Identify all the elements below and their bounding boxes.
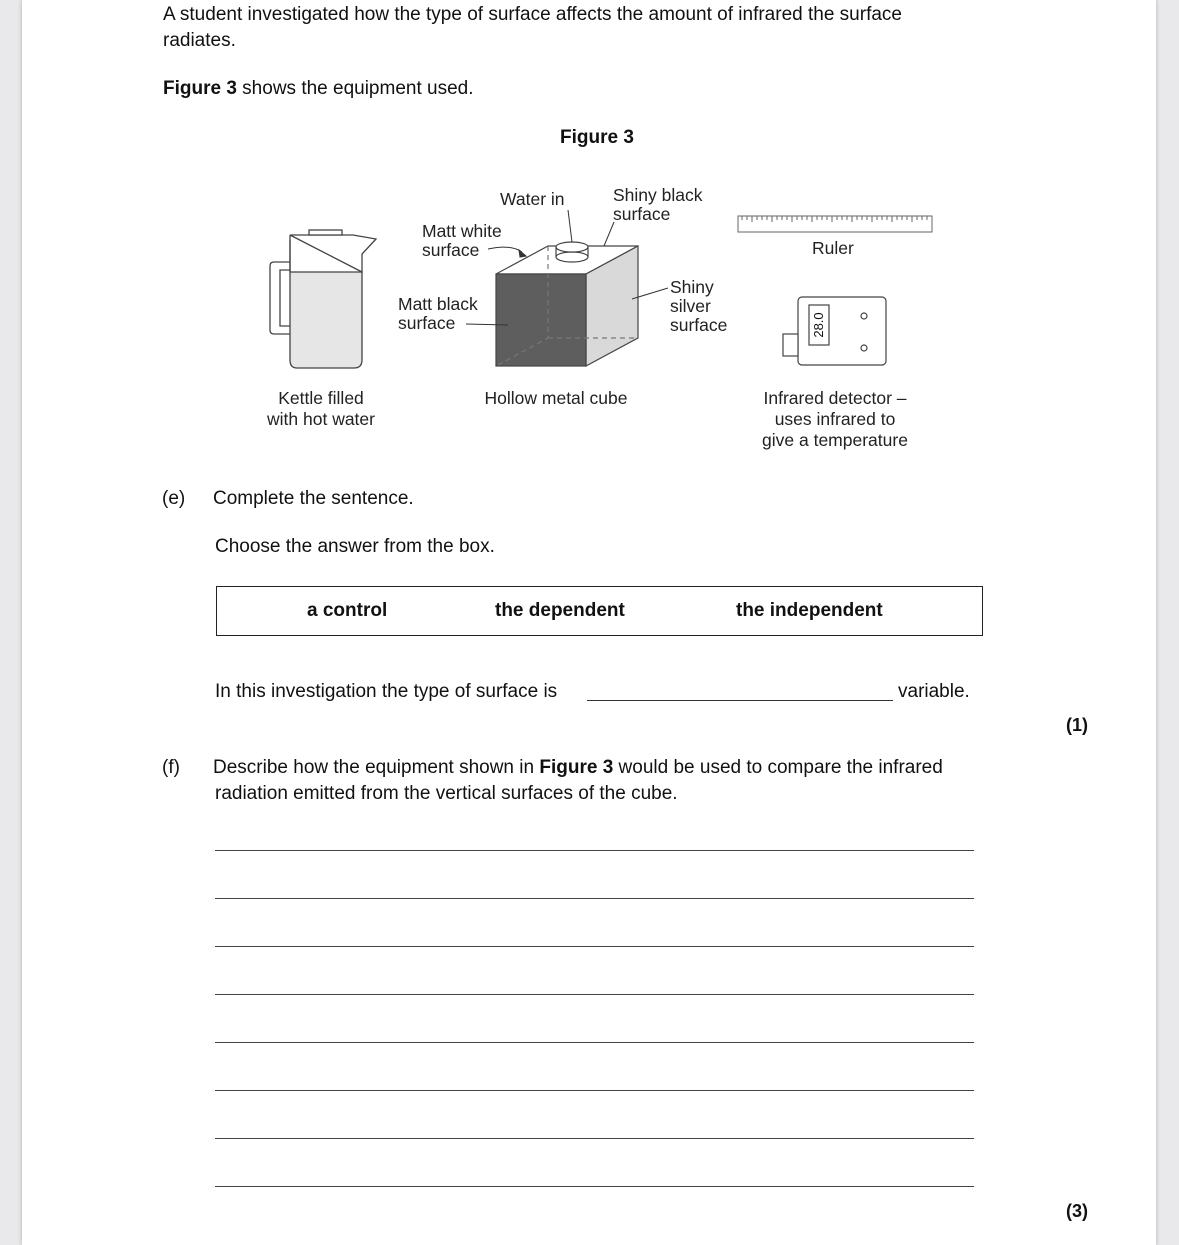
- part-e-answer-blank[interactable]: [587, 700, 893, 701]
- label-water-in: Water in: [500, 189, 565, 209]
- detector-reading: 28.0: [811, 312, 826, 338]
- infrared-detector-illustration: [783, 297, 886, 365]
- label-shiny-silver-3: surface: [670, 315, 728, 335]
- hollow-cube-illustration: [496, 242, 638, 366]
- option-the-dependent[interactable]: the dependent: [495, 600, 625, 621]
- answer-line-3[interactable]: [215, 946, 974, 947]
- label-shiny-black-1: Shiny black: [613, 185, 703, 205]
- label-shiny-black-2: surface: [613, 204, 671, 224]
- answer-line-2[interactable]: [215, 898, 974, 899]
- label-matt-white-1: Matt white: [422, 221, 502, 241]
- answer-options-box: [216, 586, 983, 636]
- intro-line-1: A student investigated how the type of surface affects the amount of infrared the surface: [163, 4, 902, 25]
- label-matt-white-2: surface: [422, 240, 480, 260]
- answer-line-4[interactable]: [215, 994, 974, 995]
- intro-line-2: radiates.: [163, 30, 236, 51]
- exam-page: [22, 0, 1156, 1245]
- answer-line-7[interactable]: [215, 1138, 974, 1139]
- part-f-question-line-1: Describe how the equipment shown in Figure 3 would be used to compare the infrared: [213, 757, 943, 778]
- label-matt-black-2: surface: [398, 313, 456, 333]
- label-detector-2: uses infrared to: [774, 409, 896, 429]
- part-e-letter: (e): [162, 488, 186, 509]
- part-f-question-line-2: radiation emitted from the vertical surfaces of the cube.: [215, 783, 678, 804]
- label-shiny-silver-1: Shiny: [670, 277, 714, 297]
- label-detector-1: Infrared detector –: [763, 388, 907, 408]
- kettle-illustration: [270, 230, 376, 368]
- answer-line-8[interactable]: [215, 1186, 974, 1187]
- ruler-illustration: [738, 216, 932, 232]
- label-kettle-2: with hot water: [267, 409, 375, 429]
- part-e-choose: Choose the answer from the box.: [215, 536, 495, 557]
- label-detector-3: give a temperature: [762, 430, 908, 450]
- part-e-instruction: Complete the sentence.: [213, 488, 414, 509]
- answer-line-1[interactable]: [215, 850, 974, 851]
- part-f-marks: (3): [1066, 1201, 1088, 1221]
- part-f-letter: (f): [162, 757, 180, 778]
- part-e-sentence-start: In this investigation the type of surface is: [215, 681, 558, 702]
- label-shiny-silver-2: silver: [670, 296, 711, 316]
- figure-reference: Figure 3 shows the equipment used.: [163, 78, 474, 99]
- label-kettle-1: Kettle filled: [278, 388, 364, 408]
- answer-line-6[interactable]: [215, 1090, 974, 1091]
- part-e-marks: (1): [1066, 715, 1088, 735]
- part-e-sentence-end: variable.: [898, 681, 970, 702]
- figure-title: Figure 3: [560, 127, 634, 148]
- option-a-control[interactable]: a control: [307, 600, 388, 621]
- label-cube: Hollow metal cube: [484, 388, 628, 408]
- option-the-independent[interactable]: the independent: [736, 600, 883, 621]
- label-matt-black-1: Matt black: [398, 294, 478, 314]
- answer-line-5[interactable]: [215, 1042, 974, 1043]
- label-ruler: Ruler: [812, 238, 854, 258]
